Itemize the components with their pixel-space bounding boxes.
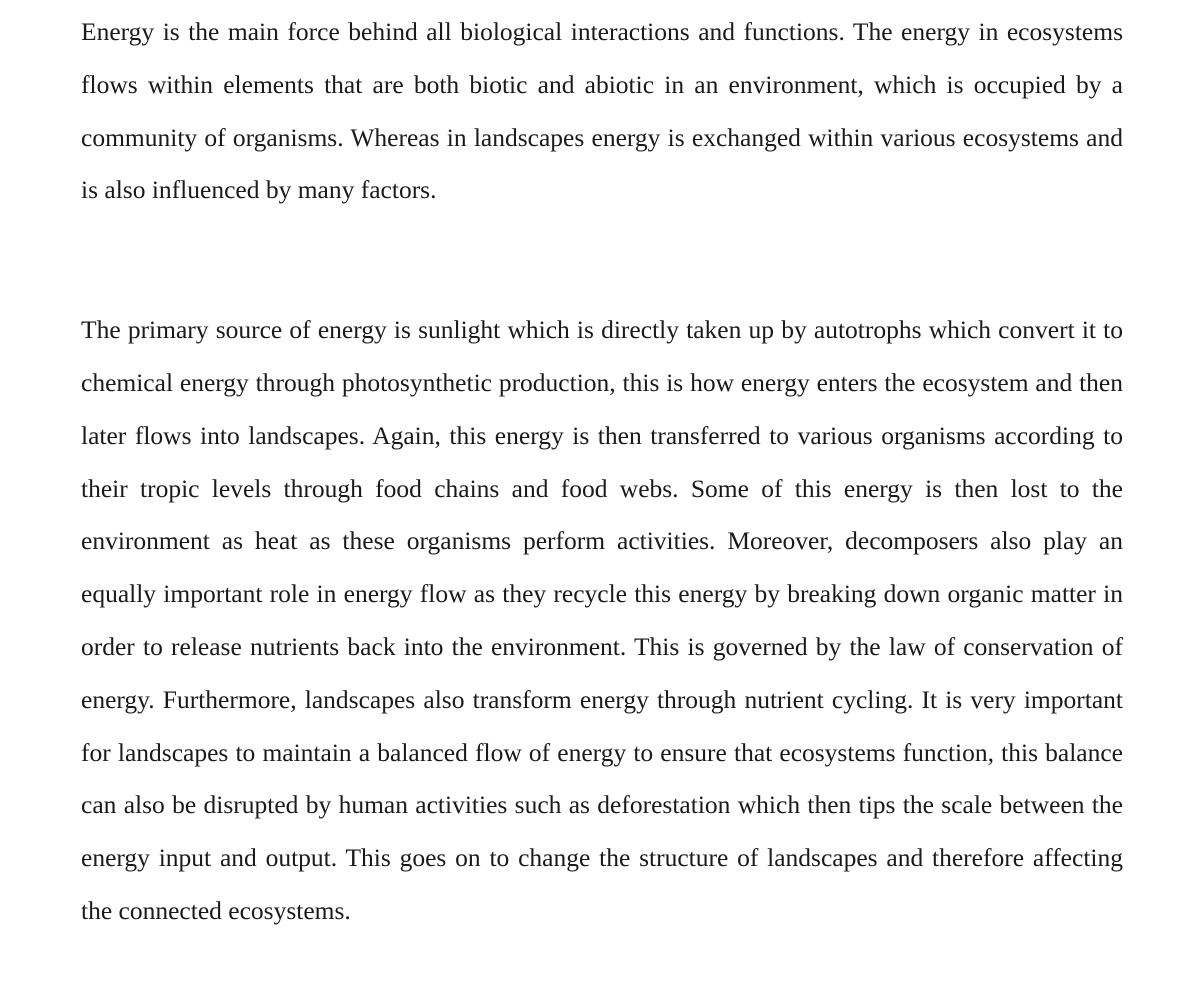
paragraph-energy-flow: The primary source of energy is sunlight which is directly taken up by autotrophs which convert it to chemical energy through photosynthetic production, this is how energy enters the ecosystem and then later flows into landscapes. Again, this energy is then transferred to various organisms according to their tropic levels through food chains and food webs. Some of this energy is then lost to the environment as heat as these organisms perform activities. Moreover, decomposers also play an equally important role in energy flow as they recycle this energy by breaking down organic matter in order to release nutrients back into the environment. This is governed by the law of conservation of energy. Furthermore, landscapes also transform energy through nutrient cycling. It is very important for landscapes to maintain a balanced flow of energy to ensure that ecosystems function, this balance can also be disrupted by human activities such as deforestation which then tips the scale between the energy input and output. This goes on to change the structure of landscapes and therefore affecting the connected ecosystems. xyxy=(81,315,1123,925)
document-body xyxy=(81,6,1123,938)
paragraph-energy-overview: Energy is the main force behind all biological interactions and functions. The energy in ecosystems flows within elements that are both biotic and abiotic in an environment, which is occupied by a community of organisms. Whereas in landscapes energy is exchanged within various ecosystems and is also influenced by many factors. xyxy=(81,17,1123,205)
